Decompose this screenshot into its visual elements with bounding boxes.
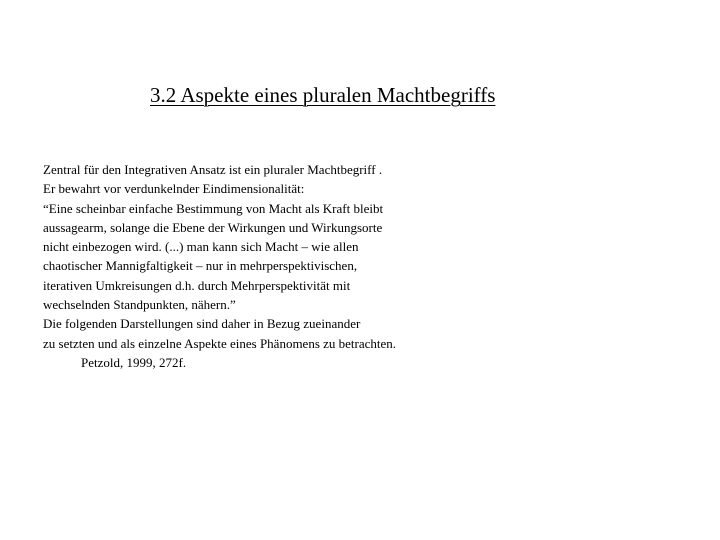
body-line: wechselnden Standpunkten, nähern.” (43, 297, 236, 313)
slide-body (43, 160, 683, 372)
body-line: iterativen Umkreisungen d.h. durch Mehrperspektivität mit (43, 277, 351, 293)
body-line: aussagearm, solange die Ebene der Wirkungen und Wirkungsorte (43, 219, 383, 235)
body-line: Er bewahrt vor verdunkelnder Eindimensionalität: (43, 181, 305, 197)
body-line: nicht einbezogen wird. (...) man kann sich Macht – wie allen (43, 239, 359, 255)
body-line: chaotischer Mannigfaltigkeit – nur in mehrperspektivischen, (43, 258, 358, 274)
body-line: “Eine scheinbar einfache Bestimmung von Macht als Kraft bleibt (43, 200, 384, 216)
slide-title: 3.2 Aspekte eines pluralen Machtbegriffs (150, 83, 496, 107)
citation: Petzold, 1999, 272f. (81, 354, 187, 370)
body-line: zu setzten und als einzelne Aspekte eines Phänomens zu betrachten. (43, 335, 397, 351)
body-line: Die folgenden Darstellungen sind daher in Bezug zueinander (43, 316, 361, 332)
body-line: Zentral für den Integrativen Ansatz ist ein pluraler Machtbegriff . (43, 162, 383, 177)
